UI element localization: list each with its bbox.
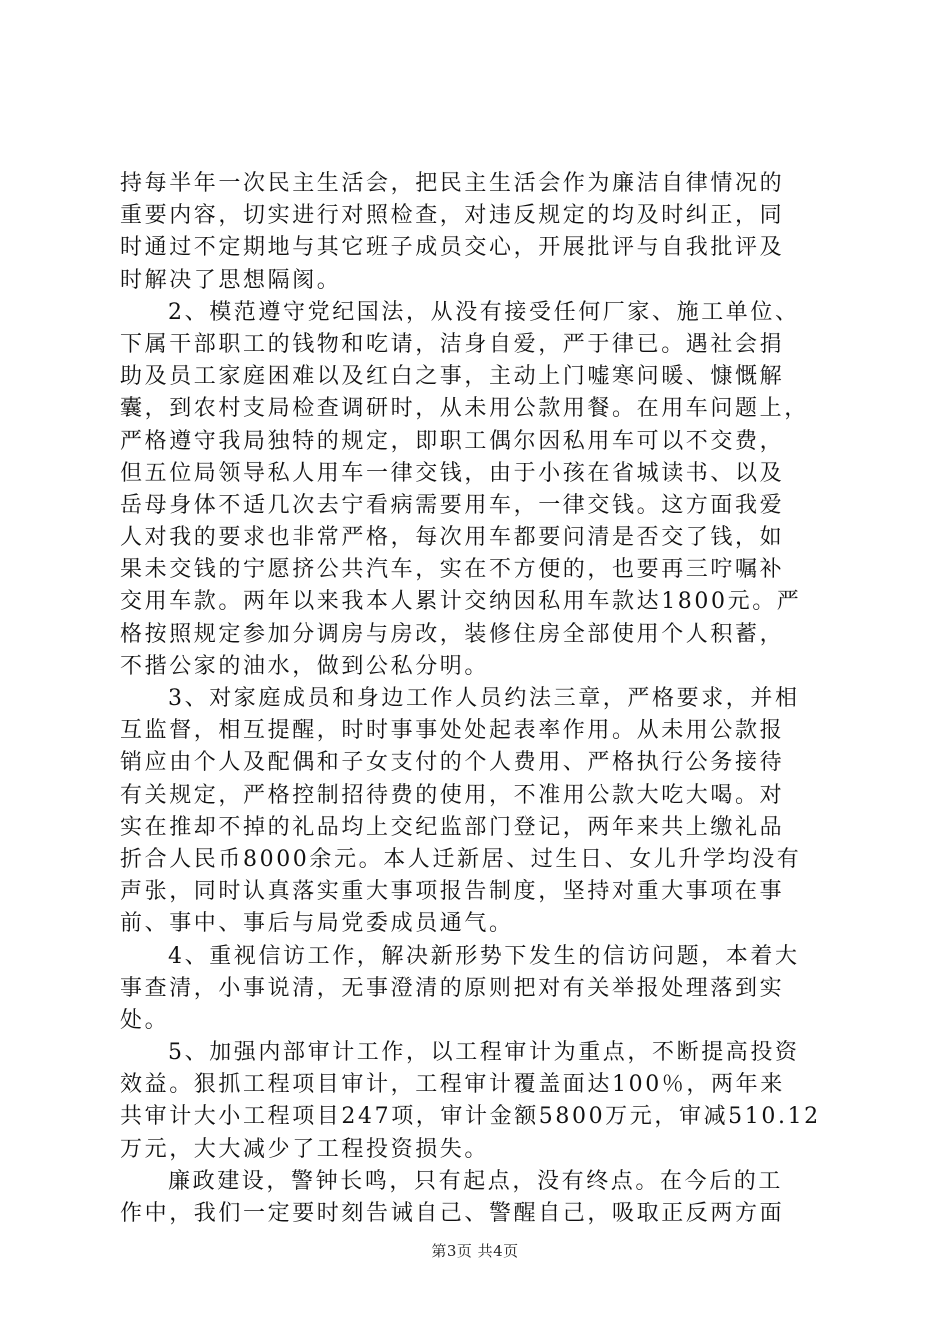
- text-line: 5、加强内部审计工作，以工程审计为重点，不断提高投资: [168, 1040, 800, 1066]
- text-line: 廉政建设，警钟长鸣，只有起点，没有终点。在今后的工: [168, 1168, 784, 1194]
- text-line: 折合人民币8000余元。本人迁新居、过生日、女儿升学均没有: [120, 846, 802, 872]
- text-line: 销应由个人及配偶和子女支付的个人费用、严格执行公务接待: [120, 750, 785, 776]
- text-line: 万元，大大减少了工程投资损失。: [120, 1136, 490, 1162]
- text-line: 4、重视信访工作，解决新形势下发生的信访问题，本着大: [168, 943, 800, 969]
- text-line: 严格遵守我局独特的规定，即职工偶尔因私用车可以不交费，: [120, 428, 785, 454]
- text-line: 作中，我们一定要时刻告诫自己、警醒自己，吸取正反两方面: [120, 1201, 785, 1226]
- text-line: 重要内容，切实进行对照检查，对违反规定的均及时纠正，同: [120, 203, 785, 229]
- text-line: 助及员工家庭困难以及红白之事，主动上门嘘寒问暖、慷慨解: [120, 364, 785, 390]
- text-line: 互监督，相互提醒，时时事事处处起表率作用。从未用公款报: [120, 718, 785, 744]
- text-line: 格按照规定参加分调房与房改，装修住房全部使用个人积蓄，: [120, 621, 785, 647]
- text-line: 果未交钱的宁愿挤公共汽车，实在不方便的，也要再三咛嘱补: [120, 557, 785, 583]
- text-line: 共审计大小工程项目247项，审计金额5800万元，审减510.12: [120, 1104, 821, 1130]
- text-line: 不揩公家的油水，做到公私分明。: [120, 653, 490, 679]
- text-line: 事查清，小事说清，无事澄清的原则把对有关举报处理落到实: [120, 975, 785, 1001]
- text-line: 声张，同时认真落实重大事项报告制度，坚持对重大事项在事: [120, 879, 785, 905]
- text-line: 处。: [120, 1007, 170, 1033]
- document-body: [120, 168, 836, 1230]
- text-line: 人对我的要求也非常严格，每次用车都要问清是否交了钱，如: [120, 525, 785, 551]
- text-line: 时通过不定期地与其它班子成员交心，开展批评与自我批评及: [120, 235, 785, 261]
- text-line: 岳母身体不适几次去宁看病需要用车，一律交钱。这方面我爱: [120, 492, 785, 518]
- text-line: 3、对家庭成员和身边工作人员约法三章，严格要求，并相: [168, 686, 800, 711]
- text-line: 下属干部职工的钱物和吃请，洁身自爱，严于律已。遇社会捐: [120, 331, 785, 357]
- text-line: 囊，到农村支局检查调研时，从未用公款用餐。在用车问题上，: [120, 396, 809, 422]
- text-line: 2、模范遵守党纪国法，从没有接受任何厂家、施工单位、: [168, 299, 800, 325]
- text-line: 持每半年一次民主生活会，把民主生活会作为廉洁自律情况的: [120, 171, 785, 196]
- page-footer: 第3页 共4页: [431, 1242, 519, 1260]
- text-line: 交用车款。两年以来我本人累计交纳因私用车款达1800元。严: [120, 589, 802, 615]
- text-line: 但五位局领导私人用车一律交钱，由于小孩在省城读书、以及: [120, 460, 785, 486]
- text-line: 时解决了思想隔阂。: [120, 267, 342, 293]
- text-line: 前、事中、事后与局党委成员通气。: [120, 911, 514, 937]
- text-line: 实在推却不掉的礼品均上交纪监部门登记，两年来共上缴礼品: [120, 814, 785, 840]
- text-line: 效益。狠抓工程项目审计，工程审计覆盖面达100％，两年来: [120, 1072, 785, 1098]
- text-line: 有关规定，严格控制招待费的使用，不准用公款大吃大喝。对: [120, 782, 785, 808]
